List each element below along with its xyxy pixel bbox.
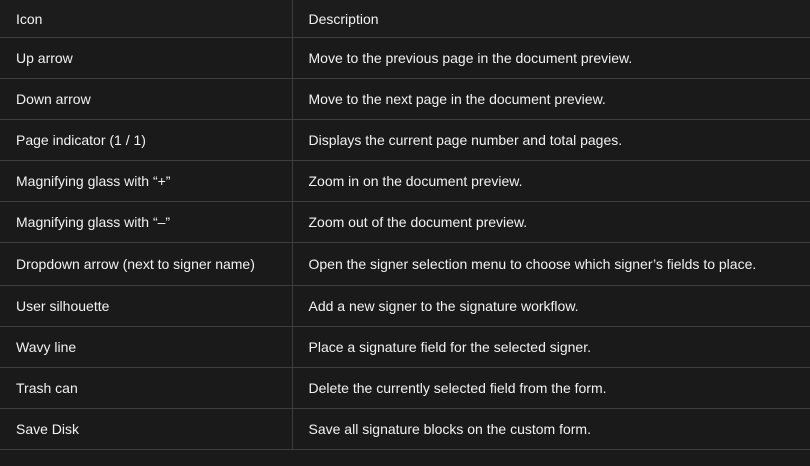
description-cell: Place a signature field for the selected signer. bbox=[292, 327, 810, 368]
table-row bbox=[0, 368, 810, 409]
icon-cell: Down arrow bbox=[0, 79, 292, 120]
icon-cell: Magnifying glass with “+” bbox=[0, 161, 292, 202]
table-row bbox=[0, 202, 810, 243]
table-header bbox=[0, 0, 810, 38]
description-cell: Add a new signer to the signature workflow. bbox=[292, 286, 810, 327]
header-description: Description bbox=[292, 0, 810, 38]
description-cell: Open the signer selection menu to choose which signer’s fields to place. bbox=[292, 243, 810, 286]
header-row bbox=[0, 0, 810, 38]
description-cell: Save all signature blocks on the custom form. bbox=[292, 409, 810, 450]
description-cell: Delete the currently selected field from the form. bbox=[292, 368, 810, 409]
table-row bbox=[0, 327, 810, 368]
description-cell: Displays the current page number and total pages. bbox=[292, 120, 810, 161]
table-row bbox=[0, 161, 810, 202]
icon-cell: User silhouette bbox=[0, 286, 292, 327]
table-row bbox=[0, 243, 810, 286]
description-cell: Zoom in on the document preview. bbox=[292, 161, 810, 202]
icon-cell: Up arrow bbox=[0, 38, 292, 79]
header-icon: Icon bbox=[0, 0, 292, 38]
icon-cell: Magnifying glass with “–” bbox=[0, 202, 292, 243]
table-row bbox=[0, 79, 810, 120]
icon-cell: Wavy line bbox=[0, 327, 292, 368]
table-row bbox=[0, 409, 810, 450]
icon-cell: Trash can bbox=[0, 368, 292, 409]
icon-cell: Save Disk bbox=[0, 409, 292, 450]
description-cell: Zoom out of the document preview. bbox=[292, 202, 810, 243]
table-row bbox=[0, 120, 810, 161]
description-cell: Move to the previous page in the document preview. bbox=[292, 38, 810, 79]
table-row bbox=[0, 286, 810, 327]
table-row bbox=[0, 38, 810, 79]
icon-cell: Page indicator (1 / 1) bbox=[0, 120, 292, 161]
description-cell: Move to the next page in the document preview. bbox=[292, 79, 810, 120]
icon-cell: Dropdown arrow (next to signer name) bbox=[0, 243, 292, 286]
table-body bbox=[0, 38, 810, 450]
